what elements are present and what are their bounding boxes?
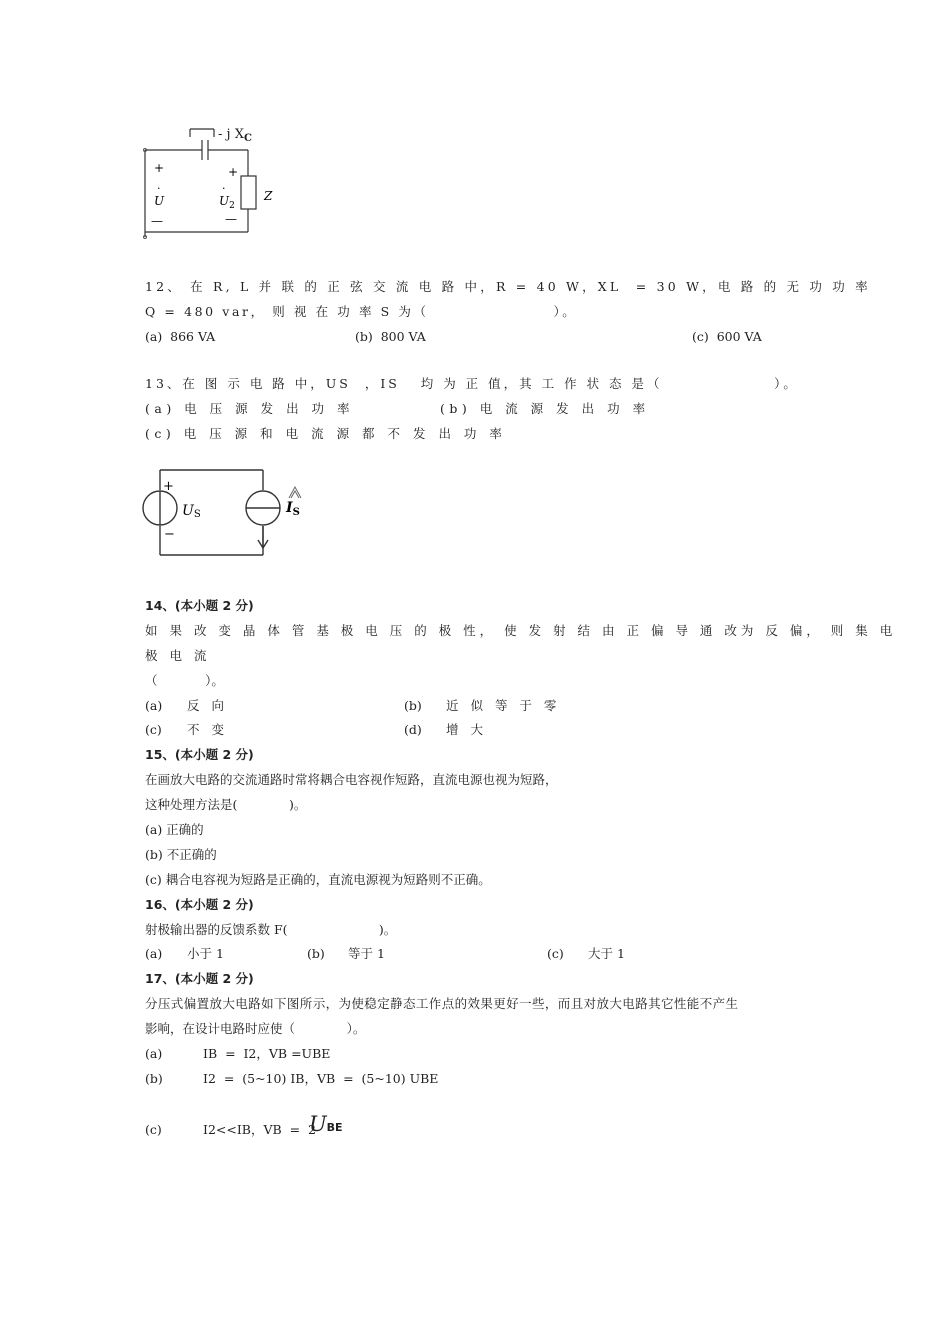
q17-option-a: IB = I2，VB =UBE [203,1046,331,1061]
q12-stem-line2: Q = 480 var， 则 视 在 功 率 S 为（ ）。 [145,304,578,319]
q13-option-c: (c) 电 压 源 和 电 流 源 都 不 发 出 功 率 [145,426,507,441]
q14-option-b-key: (b) [404,698,422,713]
q12-option-b: (b) 800 VA [355,329,426,344]
q15-option-a: (a) 正确的 [145,822,204,837]
reactance-label: - j $X_C$ [218,127,252,144]
u-minus-sign: — [151,214,163,228]
q16-header: 16、(本小题 2 分) [145,897,254,912]
q16-stem: 射极输出器的反馈系数 F( )。 [145,922,397,937]
q15-stem-line1: 在画放大电路的交流通路时常将耦合电容视作短路，直流电源也视为短路， [145,772,558,787]
q12-option-a: (a) 866 VA [145,329,216,344]
u2-dot: · [222,182,226,195]
q17-option-c: I2<<IB，VB = 2 [203,1122,316,1137]
q14-header: 14、(本小题 2 分) [145,598,254,613]
q14-option-b: 近 似 等 于 零 [446,698,561,713]
is-label: $I_S$ [286,500,300,518]
q16-option-c-key: (c) [547,946,564,961]
q17-header: 17、(本小题 2 分) [145,971,254,986]
q14-option-c-key: (c) [145,722,162,737]
us-plus-sign: + [163,479,174,494]
us-label: US [182,503,201,520]
circuit-diagram-2 [140,462,310,562]
q14-option-a: 反 向 [187,698,228,713]
q12-option-c: (c) 600 VA [692,329,762,344]
ube-subscript: BE [326,1121,343,1134]
q17-option-c-key: (c) [145,1122,162,1137]
z-label: Z [264,189,273,203]
q16-option-a-key: (a) [145,946,163,961]
q14-option-d-key: (d) [404,722,422,737]
q16-option-c: 大于 1 [588,946,625,961]
q13-stem: 13、在 图 示 电 路 中，US ，IS 均 为 正 值，其 工 作 状 态 是（ ）。 [145,376,799,391]
q14-option-a-key: (a) [145,698,163,713]
q15-option-c: (c) 耦合电容视为短路是正确的，直流电源视为短路则不正确。 [145,872,491,887]
q15-header: 15、(本小题 2 分) [145,747,254,762]
q17-stem-line2: 影响，在设计电路时应使（ ）。 [145,1021,366,1036]
q14-stem-line1: 如 果 改 变 晶 体 管 基 极 电 压 的 极 性， 使 发 射 结 由 正 偏 导 通 改为 反 偏， 则 集 电 [145,623,897,638]
q15-stem-line2: 这种处理方法是( )。 [145,797,307,812]
circuit-diagram-1 [140,120,290,245]
q14-stem-line3: （ ）。 [145,673,224,688]
u2-plus-sign: + [228,165,239,179]
q17-option-b-key: (b) [145,1071,163,1086]
u2-minus-sign: — [225,212,237,226]
u-plus-sign: + [154,161,165,175]
q13-option-a: (a) 电 压 源 发 出 功 率 [145,401,355,416]
q15-option-b: (b) 不正确的 [145,847,217,862]
q14-stem-line2: 极 电 流 [145,648,211,663]
q14-option-c: 不 变 [187,722,228,737]
u-dot: · [157,182,161,195]
q17-stem-line1: 分压式偏置放大电路如下图所示，为使稳定静态工作点的效果更好一些，而且对放大电路其它性能不产生 [145,996,739,1011]
q16-option-b-key: (b) [307,946,325,961]
u-label: U [154,194,165,208]
u2-label: $U_2$ [219,194,235,211]
q16-option-a: 小于 1 [187,946,224,961]
q17-option-a-key: (a) [145,1046,163,1061]
q12-stem-line1: 12、 在 R, L 并 联 的 正 弦 交 流 电 路 中，R = 40 W，XL = 30 W，电 路 的 无 功 功 率 [145,279,871,294]
q14-option-d: 增 大 [446,722,487,737]
ube-main: U [308,1112,327,1136]
q17-option-b: I2 = (5~10) IB，VB = (5~10) UBE [203,1071,439,1086]
us-minus-sign: − [164,527,175,542]
q16-option-b: 等于 1 [348,946,385,961]
q13-option-b: (b) 电 流 源 发 出 功 率 [440,401,650,416]
